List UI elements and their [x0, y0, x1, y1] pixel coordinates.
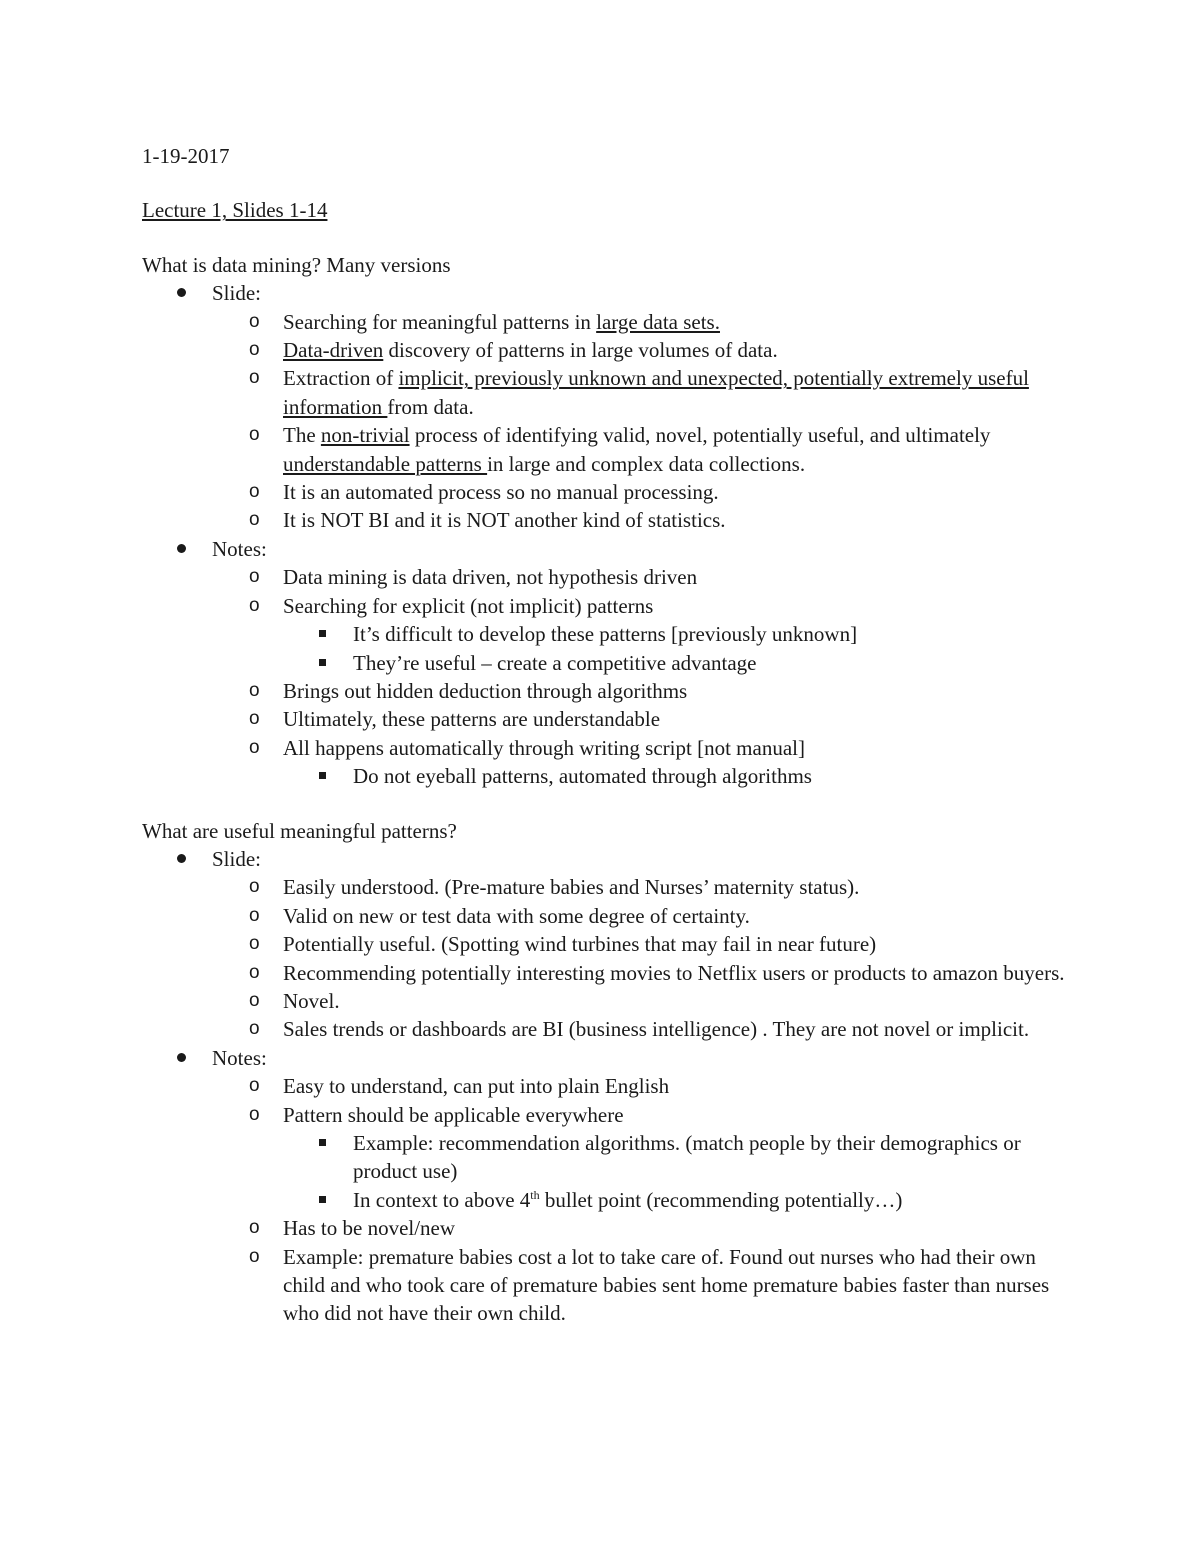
list-label: Notes: [212, 1045, 267, 1070]
list-label: Slide: [212, 846, 262, 871]
list-item [142, 1129, 1072, 1186]
item-text-underlined: large data sets. [596, 309, 720, 334]
list-item [142, 279, 1072, 307]
bullet-circle-icon: o [249, 736, 260, 758]
list-item [142, 506, 1072, 534]
section-heading: What is data mining? Many versions [142, 252, 451, 277]
superscript: th [530, 1187, 540, 1202]
date-line: 1-19-2017 [142, 144, 230, 168]
bullet-circle-icon: o [249, 904, 260, 926]
bullet-circle-icon: o [249, 989, 260, 1011]
list-item [142, 364, 1072, 421]
bullet-circle-icon: o [249, 1103, 260, 1125]
bullet-square-icon [319, 1129, 326, 1157]
bullet-circle-icon: o [249, 876, 260, 898]
item-text: Extraction of [283, 366, 399, 391]
list-item [142, 478, 1072, 506]
list-item [142, 734, 1072, 762]
list-item [142, 1015, 1072, 1043]
list-label: Notes: [212, 536, 267, 561]
bullet-circle-icon: o [249, 1245, 260, 1267]
bullet-circle-icon: o [249, 594, 260, 616]
lecture-title: Lecture 1, Slides 1-14 [142, 198, 328, 223]
bullet-circle-icon: o [249, 1075, 260, 1097]
item-text: Pattern should be applicable everywhere [283, 1102, 624, 1127]
bullet-circle-icon: o [249, 481, 260, 503]
bullet-circle-icon: o [249, 509, 260, 531]
item-text: Has to be novel/new [283, 1216, 456, 1241]
section-heading: What are useful meaningful patterns? [142, 818, 457, 843]
item-text: from data. [387, 394, 474, 419]
bullet-square-icon [319, 620, 326, 648]
item-text: in large and complex data collections. [487, 451, 806, 476]
item-text: Do not eyeball patterns, automated through algorithms [353, 764, 812, 789]
list-item [142, 1186, 1072, 1214]
bullet-circle-icon: o [249, 310, 260, 332]
bullet-dot-icon [177, 845, 186, 873]
item-text: Brings out hidden deduction through algorithms [283, 678, 688, 703]
bullet-circle-icon: o [249, 933, 260, 955]
list-item [142, 873, 1072, 901]
item-text: Searching for meaningful patterns in [283, 309, 597, 334]
list-item [142, 1243, 1072, 1328]
item-text: It’s difficult to develop these patterns [previously unknown] [353, 622, 858, 647]
item-text: All happens automatically through writing script [not manual] [283, 735, 805, 760]
list-item [142, 1044, 1072, 1072]
item-text: They’re useful – create a competitive advantage [353, 650, 757, 675]
list-item [142, 705, 1072, 733]
list-item [142, 845, 1072, 873]
spacer [142, 225, 1072, 251]
list-item [142, 959, 1072, 987]
bullet-circle-icon: o [249, 1217, 260, 1239]
bullet-circle-icon: o [249, 367, 260, 389]
list-item [142, 1072, 1072, 1100]
list-item [142, 1101, 1072, 1129]
document-body [142, 142, 1072, 1328]
list-item [142, 649, 1072, 677]
list-item [142, 563, 1072, 591]
bullet-circle-icon: o [249, 961, 260, 983]
bullet-circle-icon: o [249, 708, 260, 730]
item-text: Example: recommendation algorithms. (match people by their demographics or product use) [353, 1131, 1021, 1184]
item-text: discovery of patterns in large volumes of data. [383, 338, 778, 363]
bullet-dot-icon [177, 535, 186, 563]
list-item [142, 535, 1072, 563]
item-text: Ultimately, these patterns are understandable [283, 707, 661, 732]
bullet-square-icon [319, 762, 326, 790]
item-text: process of identifying valid, novel, potentially useful, and ultimately [409, 423, 991, 448]
bullet-circle-icon: o [249, 339, 260, 361]
list-item [142, 336, 1072, 364]
item-text: It is an automated process so no manual processing. [283, 480, 719, 505]
item-text-underlined: Data-driven [283, 338, 384, 363]
bullet-circle-icon: o [249, 424, 260, 446]
list-item [142, 1214, 1072, 1242]
item-text-underlined: understandable patterns [283, 451, 488, 476]
item-text: Novel. [283, 988, 340, 1013]
item-text: It is NOT BI and it is NOT another kind of statistics. [283, 508, 726, 533]
item-text: Easy to understand, can put into plain English [283, 1074, 670, 1099]
list-item [142, 677, 1072, 705]
item-text: Easily understood. (Pre-mature babies and Nurses’ maternity status). [283, 875, 860, 900]
list-label: Slide: [212, 281, 262, 306]
item-text: The [283, 423, 321, 448]
list-item [142, 308, 1072, 336]
bullet-circle-icon: o [249, 679, 260, 701]
item-text: Valid on new or test data with some degree of certainty. [283, 903, 750, 928]
item-text: Recommending potentially interesting movies to Netflix users or products to amazon buyers. [283, 960, 1065, 985]
bullet-square-icon [319, 649, 326, 677]
list-item [142, 620, 1072, 648]
spacer [142, 170, 1072, 196]
list-item [142, 902, 1072, 930]
spacer [142, 791, 1072, 817]
item-text: Potentially useful. (Spotting wind turbines that may fail in near future) [283, 932, 877, 957]
item-text: bullet point (recommending potentially…) [539, 1187, 903, 1212]
bullet-circle-icon: o [249, 566, 260, 588]
bullet-circle-icon: o [249, 1018, 260, 1040]
item-text-underlined: implicit, previously unknown and unexpected, potentially extremely useful information [283, 366, 1029, 419]
bullet-dot-icon [177, 279, 186, 307]
item-text-underlined: non-trivial [320, 423, 410, 448]
item-text: In context to above 4 [353, 1187, 531, 1212]
list-item [142, 762, 1072, 790]
item-text: Searching for explicit (not implicit) patterns [283, 593, 654, 618]
list-item [142, 930, 1072, 958]
item-text: Example: premature babies cost a lot to take care of. Found out nurses who had their own child and who took care of premature babies sent home premature babies faster than nurses who did not have their own child. [283, 1244, 1050, 1326]
item-text: Data mining is data driven, not hypothesis driven [283, 565, 698, 590]
bullet-square-icon [319, 1186, 326, 1214]
bullet-dot-icon [177, 1044, 186, 1072]
item-text: Sales trends or dashboards are BI (business intelligence) . They are not novel or implicit. [283, 1017, 1030, 1042]
list-item [142, 421, 1072, 478]
list-item [142, 987, 1072, 1015]
list-item [142, 592, 1072, 620]
